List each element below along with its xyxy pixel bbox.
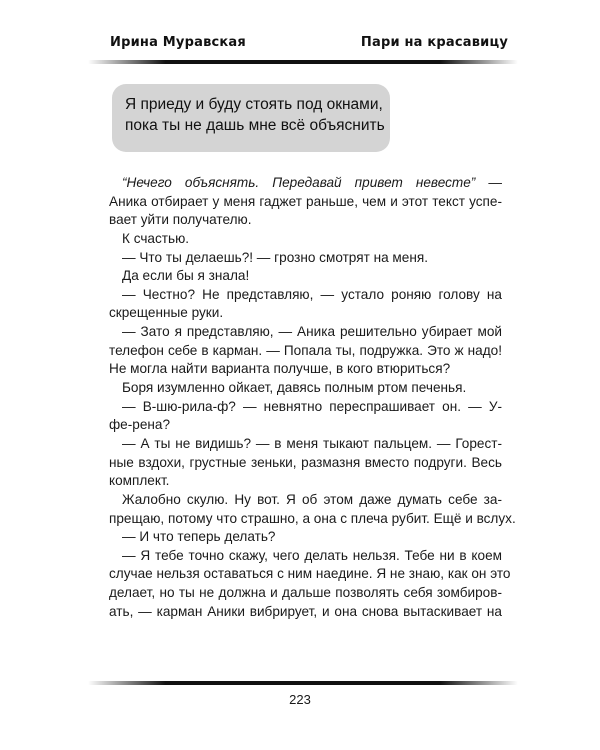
text-line: скрещенные руки. bbox=[109, 305, 224, 321]
text-line: Аника отбирает у меня гаджет раньше, чем и этот текст успе- bbox=[109, 193, 502, 209]
text-line: К счастью. bbox=[122, 230, 190, 246]
text-line: вает уйти получателю. bbox=[109, 212, 252, 228]
quote-italic: “Нечего объяснять. Передавай привет невесте” bbox=[122, 175, 476, 190]
text-line: случае нельзя оставаться с ним наедине. Я не знаю, как он это bbox=[109, 566, 511, 582]
text-line: комплект. bbox=[109, 473, 170, 489]
message-line: Я приеду и буду стоять под окнами, bbox=[125, 96, 383, 113]
header-divider bbox=[88, 60, 518, 64]
text-line: Не могла найти варианта получше, в кого втюриться? bbox=[109, 361, 451, 377]
message-line: пока ты не дашь мне всё объяснить bbox=[125, 117, 385, 134]
text-line: фе-рена? bbox=[109, 417, 171, 433]
text-line: — Честно? Не представляю, — устало роняю голову на bbox=[122, 286, 502, 302]
text-line: делает, но ты не должна и дальше позволять себя зомбиров- bbox=[109, 585, 502, 601]
text-line: — И что теперь делать? bbox=[122, 529, 276, 545]
text-line: ать, — карман Аники вибрирует, и она снова вытаскивает на bbox=[109, 603, 502, 619]
text-line: “Нечего объяснять. Передавай привет невесте” — bbox=[122, 175, 502, 190]
text-line: Да если бы я знала! bbox=[122, 268, 250, 284]
message-bubble bbox=[112, 84, 390, 152]
text-line: — Зато я представляю, — Аника решительно убирает мой bbox=[122, 324, 502, 340]
text-line: — Я тебе точно скажу, чего делать нельзя. Тебе ни в коем bbox=[122, 547, 502, 563]
running-header bbox=[110, 28, 508, 50]
text-line: — Что ты делаешь?! — грозно смотрят на меня. bbox=[122, 249, 428, 265]
text-line: телефон себе в карман. — Попала ты, подружка. Это ж надо! bbox=[109, 342, 502, 358]
header-author: Ирина Муравская bbox=[110, 35, 246, 50]
body-text bbox=[109, 174, 516, 621]
footer-divider bbox=[88, 681, 518, 685]
text-line: — А ты не видишь? — в меня тыкают пальцем. — Горест- bbox=[122, 435, 502, 451]
text-line: — В-шю-рила-ф? — невнятно переспрашивает он. — У- bbox=[122, 398, 502, 414]
text-line: ные вздохи, грустные зеньки, размазня вместо подруги. Весь bbox=[109, 454, 502, 470]
text-line: Боря изумленно ойкает, давясь полным ртом печенья. bbox=[122, 380, 467, 396]
text-line: Жалобно скулю. Ну вот. Я об этом даже думать себе за- bbox=[122, 491, 502, 507]
header-book-title: Пари на красавицу bbox=[360, 35, 508, 50]
text-line: прещаю, потому что страшно, а она с плеча рубит. Ещё и вслух. bbox=[109, 510, 516, 526]
page-number: 223 bbox=[289, 692, 311, 707]
